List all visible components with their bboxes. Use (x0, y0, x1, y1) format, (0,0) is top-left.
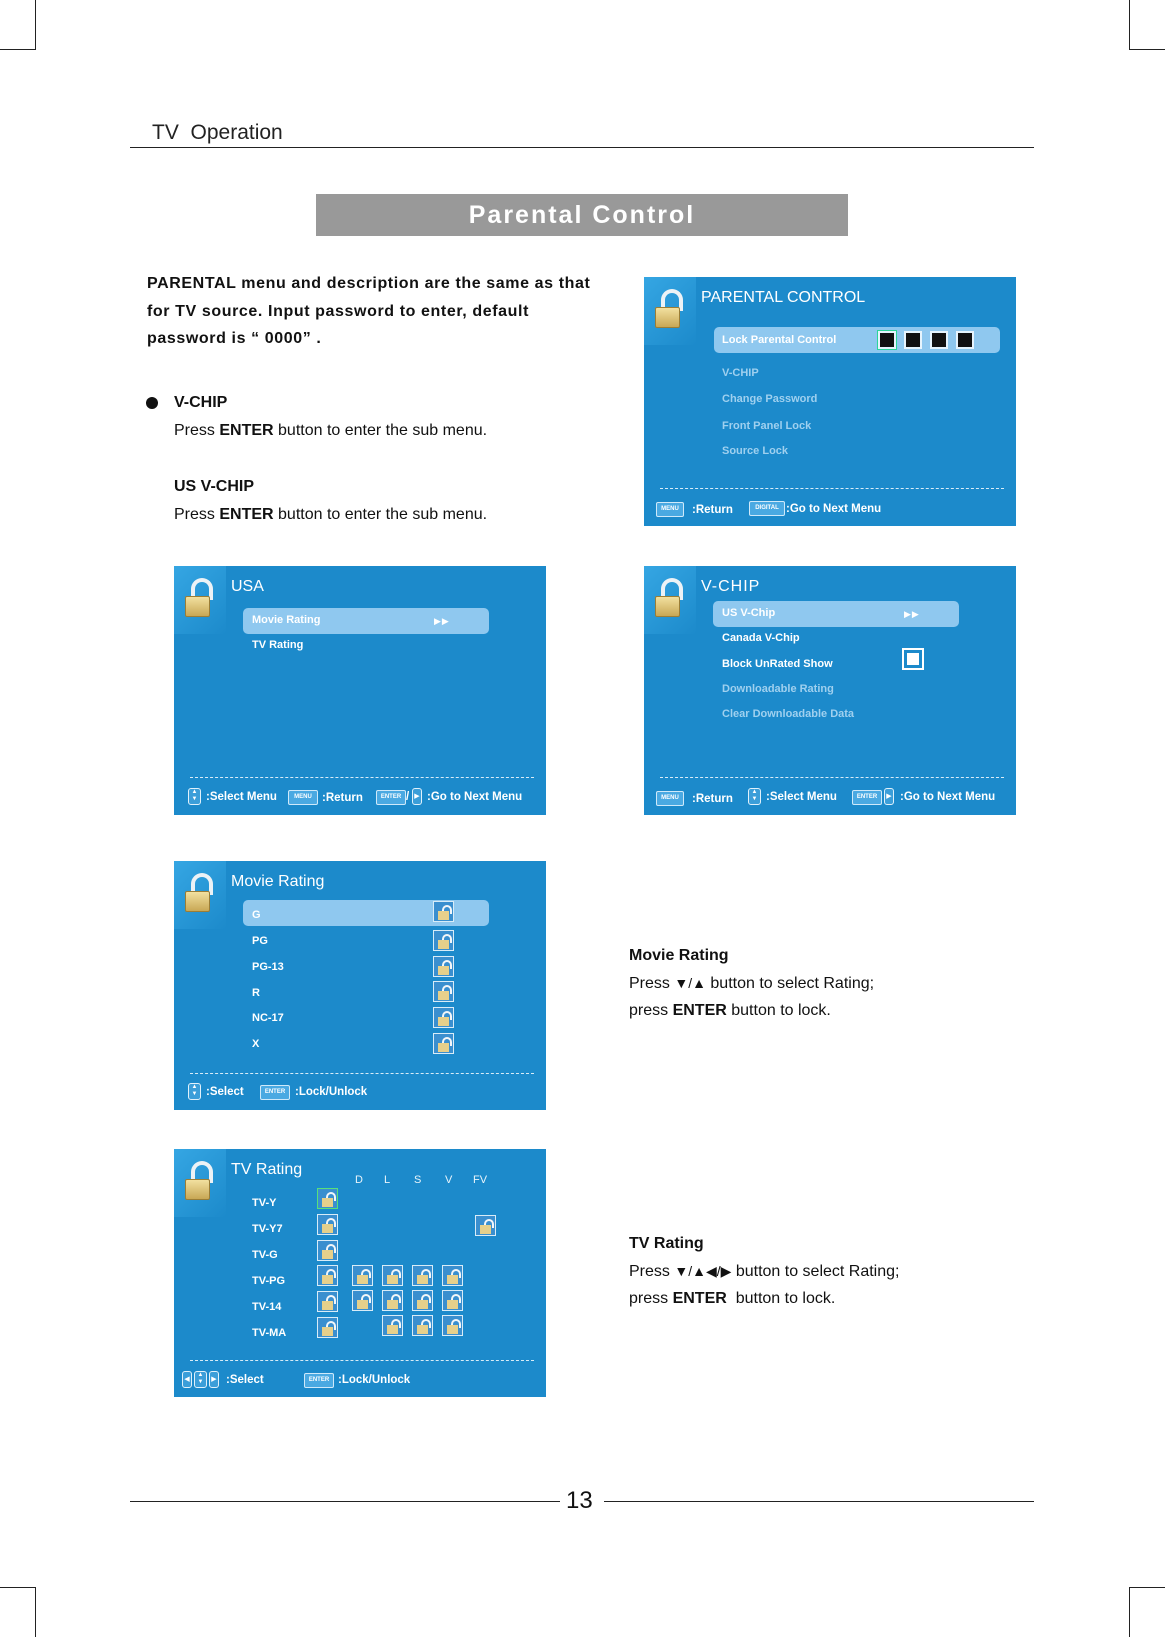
crop-mark (1129, 49, 1165, 50)
unlock-icon[interactable] (317, 1291, 338, 1312)
vchip-panel (644, 566, 1016, 815)
enter-key-icon: ENTER (260, 1085, 290, 1100)
unlock-icon[interactable] (442, 1315, 463, 1336)
rating-tv-y[interactable]: TV-Y (252, 1197, 277, 1209)
vchip-pre: Press (174, 422, 220, 439)
vchip-key: ENTER (219, 422, 274, 439)
unlock-icon[interactable] (382, 1315, 403, 1336)
menu-key-icon: MENU (656, 502, 684, 517)
tv-instruction-2 (629, 1290, 835, 1308)
column-header-l: L (384, 1174, 391, 1186)
column-header-v: V (445, 1174, 453, 1186)
direction-arrows-icon: ▼/▲◀/▶ (674, 1263, 732, 1279)
unlock-icon[interactable] (352, 1290, 373, 1311)
block-unrated-checkbox[interactable] (902, 648, 924, 670)
tv-post: button to select Rating; (731, 1263, 900, 1280)
rating-x[interactable]: X (252, 1038, 260, 1050)
menu-item-us-vchip[interactable]: US V-Chip (722, 607, 776, 619)
dashed-divider (190, 1073, 534, 1074)
tv-pre-2: press (629, 1290, 673, 1307)
dashed-divider (660, 777, 1004, 778)
movie-instruction-2 (629, 1002, 831, 1020)
footer-return: :Return (692, 793, 733, 805)
panel-title: TV Rating (231, 1161, 303, 1178)
unlock-icon[interactable] (433, 1007, 454, 1028)
unlock-icon[interactable] (317, 1240, 338, 1261)
column-header-s: S (414, 1174, 422, 1186)
rating-r[interactable]: R (252, 987, 260, 999)
dashed-divider (660, 488, 1004, 489)
movie-post: button to select Rating; (705, 975, 875, 992)
right-key-icon: ▶ (209, 1371, 219, 1388)
dashed-divider (190, 1360, 534, 1361)
header-rule (130, 147, 1034, 148)
password-digit[interactable] (878, 331, 896, 349)
column-header-fv: FV (473, 1174, 488, 1186)
movie-pre: Press (629, 975, 675, 992)
submenu-arrow-icon: ▶▶ (434, 616, 450, 626)
unlock-icon[interactable] (433, 1033, 454, 1054)
rating-tv-y7[interactable]: TV-Y7 (252, 1223, 283, 1235)
right-key-icon: ▶ (412, 788, 422, 805)
crop-mark (0, 49, 36, 50)
unlock-icon[interactable] (317, 1317, 338, 1338)
footer-next: :Go to Next Menu (900, 791, 996, 803)
up-down-key-icon: ▲ ▼ (188, 788, 201, 805)
unlock-icon[interactable] (433, 981, 454, 1002)
menu-item-lock-parental-control[interactable]: Lock Parental Control (722, 334, 837, 346)
unlock-icon[interactable] (433, 930, 454, 951)
rating-g[interactable]: G (252, 909, 261, 921)
tv-pre: Press (629, 1263, 675, 1280)
menu-key-icon: MENU (288, 790, 318, 805)
footer-next: :Go to Next Menu (427, 791, 523, 803)
intro-text: PARENTAL menu and description are the same as that for TV source. Input password to enter, default password is “ 0000” . (147, 275, 591, 347)
rating-tv-14[interactable]: TV-14 (252, 1301, 282, 1313)
tv-instruction-1 (629, 1263, 899, 1281)
footer-next: :Go to Next Menu (786, 503, 882, 515)
movie-key: ENTER (672, 1002, 727, 1019)
movie-heading: Movie Rating (629, 947, 729, 964)
usvchip-key: ENTER (219, 506, 274, 523)
footer-select: :Select (206, 1086, 244, 1098)
menu-item-change-password[interactable]: Change Password (722, 393, 818, 405)
rating-pg[interactable]: PG (252, 935, 268, 947)
unlock-icon[interactable] (412, 1315, 433, 1336)
enter-key-icon: ENTER (852, 790, 882, 805)
movie-pre-2: press (629, 1002, 673, 1019)
movie-rating-panel (174, 861, 546, 1110)
menu-item-source-lock[interactable]: Source Lock (722, 445, 789, 457)
usvchip-post: button to enter the sub menu. (273, 506, 488, 523)
usvchip-heading: US V-CHIP (174, 478, 255, 495)
left-key-icon: ◀ (182, 1371, 192, 1388)
bullet-dot (146, 397, 158, 409)
unlock-icon[interactable] (442, 1290, 463, 1311)
section-title: TV Operation (152, 121, 283, 144)
panel-title: USA (231, 578, 264, 595)
menu-item-vchip[interactable]: V-CHIP (722, 367, 759, 379)
footer-separator: / (406, 791, 410, 803)
panel-title: Movie Rating (231, 873, 325, 890)
footer-rule-right (604, 1501, 1034, 1502)
lock-icon (644, 566, 696, 634)
vchip-heading: V-CHIP (174, 394, 228, 411)
crop-mark (0, 1587, 36, 1588)
lock-icon (174, 566, 226, 634)
column-header-d: D (355, 1174, 363, 1186)
unlock-icon[interactable] (352, 1265, 373, 1286)
tv-post-2: button to lock. (726, 1290, 836, 1307)
unlock-icon[interactable] (317, 1265, 338, 1286)
digital-key-icon: DIGITAL (749, 501, 785, 516)
menu-item-front-panel-lock[interactable]: Front Panel Lock (722, 420, 812, 432)
crop-mark (35, 1587, 36, 1637)
enter-key-icon: ENTER (304, 1373, 334, 1388)
rating-tv-pg[interactable]: TV-PG (252, 1275, 286, 1287)
usvchip-pre: Press (174, 506, 220, 523)
footer-rule-left (130, 1501, 560, 1502)
parental-control-panel (644, 277, 1016, 526)
menu-item-movie-rating[interactable]: Movie Rating (252, 614, 321, 626)
menu-item-canada-vchip[interactable]: Canada V-Chip (722, 632, 800, 644)
unlock-icon[interactable] (475, 1215, 496, 1236)
footer-lock-unlock: :Lock/Unlock (338, 1374, 411, 1386)
tv-key: ENTER (672, 1290, 727, 1307)
menu-item-tv-rating[interactable]: TV Rating (252, 639, 304, 651)
page-number: 13 (566, 1487, 593, 1514)
movie-instruction-1 (629, 975, 874, 993)
lock-icon (644, 277, 696, 345)
rating-tv-g[interactable]: TV-G (252, 1249, 278, 1261)
password-digit[interactable] (956, 331, 974, 349)
vchip-instruction (174, 422, 487, 440)
vchip-post: button to enter the sub menu. (273, 422, 488, 439)
panel-title: PARENTAL CONTROL (701, 289, 866, 306)
unlock-icon[interactable] (442, 1265, 463, 1286)
unlock-icon[interactable] (433, 901, 454, 922)
password-digit[interactable] (904, 331, 922, 349)
menu-key-icon: MENU (656, 791, 684, 806)
unlock-icon[interactable] (412, 1290, 433, 1311)
down-up-arrows-icon: ▼/▲ (674, 975, 706, 991)
lock-icon (174, 1149, 226, 1217)
panel-title: V-CHIP (701, 578, 761, 595)
crop-mark (35, 0, 36, 50)
tv-heading: TV Rating (629, 1235, 704, 1252)
tv-rating-panel (174, 1149, 546, 1397)
up-down-key-icon: ▲ ▼ (748, 788, 761, 805)
unlock-icon[interactable] (382, 1265, 403, 1286)
crop-mark (1129, 1587, 1130, 1637)
rating-pg-13[interactable]: PG-13 (252, 961, 284, 973)
up-down-key-icon: ▲ ▼ (194, 1371, 207, 1388)
menu-item-block-unrated-show[interactable]: Block UnRated Show (722, 658, 833, 670)
movie-post-2: button to lock. (726, 1002, 831, 1019)
menu-item-downloadable-rating[interactable]: Downloadable Rating (722, 683, 834, 695)
dashed-divider (190, 777, 534, 778)
crop-mark (1129, 0, 1130, 50)
unlock-icon[interactable] (382, 1290, 403, 1311)
password-digit[interactable] (930, 331, 948, 349)
rating-tv-ma[interactable]: TV-MA (252, 1327, 287, 1339)
menu-item-clear-downloadable-data[interactable]: Clear Downloadable Data (722, 708, 855, 720)
footer-return: :Return (692, 504, 733, 516)
page-banner: Parental Control (316, 194, 848, 236)
unlock-icon[interactable] (317, 1214, 338, 1235)
unlock-icon[interactable] (412, 1265, 433, 1286)
footer-select: :Select (226, 1374, 264, 1386)
footer-select-menu: :Select Menu (766, 791, 837, 803)
unlock-icon[interactable] (317, 1188, 338, 1209)
footer-return: :Return (322, 792, 363, 804)
rating-nc-17[interactable]: NC-17 (252, 1012, 284, 1024)
enter-key-icon: ENTER (376, 790, 406, 805)
footer-lock-unlock: :Lock/Unlock (295, 1086, 368, 1098)
usvchip-instruction (174, 506, 487, 524)
crop-mark (1129, 1587, 1165, 1588)
usa-panel (174, 566, 546, 815)
lock-icon (174, 861, 226, 929)
footer-select-menu: :Select Menu (206, 791, 277, 803)
right-key-icon: ▶ (884, 788, 894, 805)
unlock-icon[interactable] (433, 956, 454, 977)
up-down-key-icon: ▲ ▼ (188, 1083, 201, 1100)
submenu-arrow-icon: ▶▶ (904, 609, 920, 619)
